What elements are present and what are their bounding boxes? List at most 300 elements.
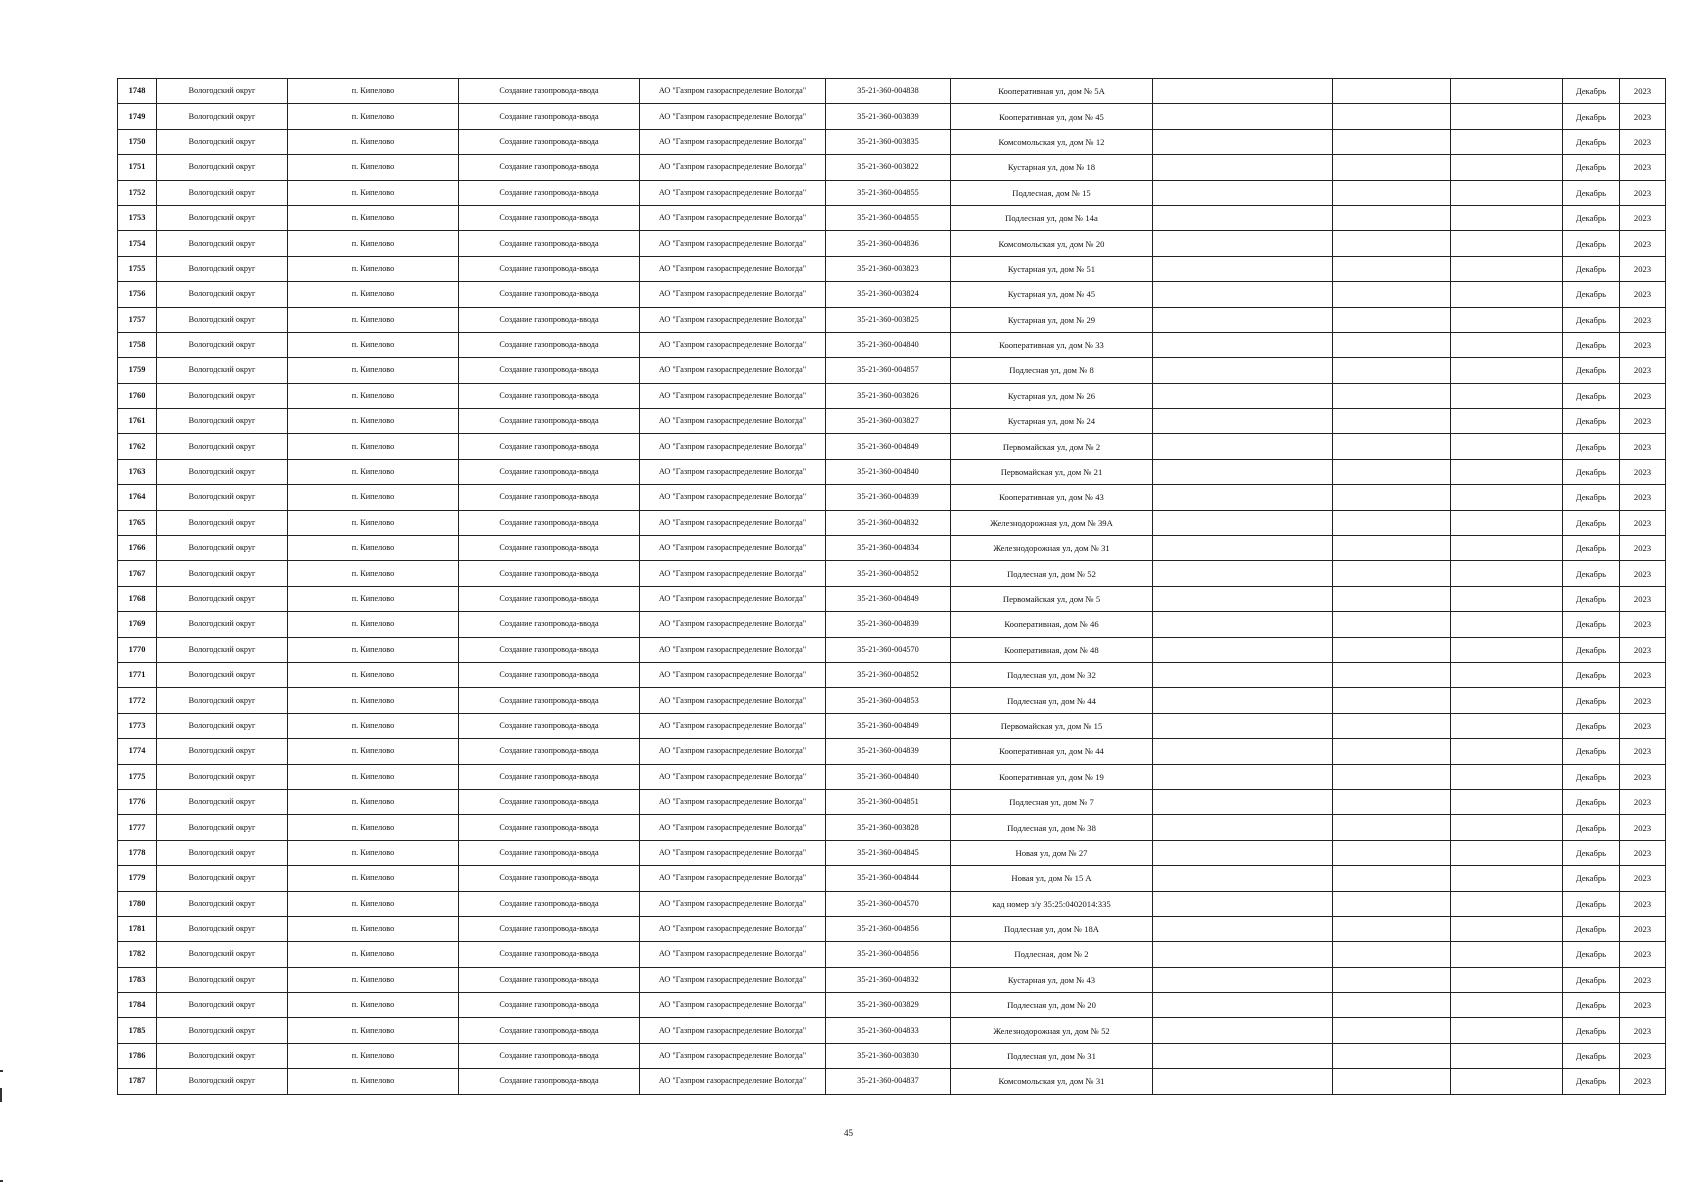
cell-locality: п. Кипелово [288, 993, 459, 1018]
cell-cad: 35-21-360-004851 [826, 789, 951, 814]
cell-address: Комсомольская ул, дом № 31 [951, 1069, 1153, 1094]
cell-month: Декабрь [1563, 891, 1620, 916]
cell-work: Создание газопровода-ввода [459, 561, 640, 586]
cell-c10 [1451, 485, 1563, 510]
cell-c9 [1333, 409, 1451, 434]
cell-address: Кооперативная, дом № 46 [951, 612, 1153, 637]
cell-c9 [1333, 155, 1451, 180]
cell-num: 1759 [118, 358, 157, 383]
cell-address: Кустарная ул, дом № 51 [951, 256, 1153, 281]
table-row [118, 637, 1666, 662]
cell-district: Вологодский округ [157, 815, 288, 840]
cell-org: АО "Газпром газораспределение Вологда" [640, 967, 826, 992]
cell-district: Вологодский округ [157, 1043, 288, 1068]
cell-address: Кооперативная ул, дом № 43 [951, 485, 1153, 510]
cell-address: Подлесная ул, дом № 14а [951, 205, 1153, 230]
cell-district: Вологодский округ [157, 332, 288, 357]
cell-locality: п. Кипелово [288, 79, 459, 104]
cell-num: 1763 [118, 459, 157, 484]
cell-district: Вологодский округ [157, 916, 288, 941]
cell-year: 2023 [1620, 180, 1666, 205]
cell-org: АО "Газпром газораспределение Вологда" [640, 942, 826, 967]
cell-org: АО "Газпром газораспределение Вологда" [640, 662, 826, 687]
cell-year: 2023 [1620, 231, 1666, 256]
cell-address: Кооперативная ул, дом № 44 [951, 739, 1153, 764]
cell-locality: п. Кипелово [288, 662, 459, 687]
cell-c9 [1333, 1043, 1451, 1068]
cell-district: Вологодский округ [157, 307, 288, 332]
cell-org: АО "Газпром газораспределение Вологда" [640, 180, 826, 205]
cell-cad: 35-21-360-003822 [826, 155, 951, 180]
cell-work: Создание газопровода-ввода [459, 637, 640, 662]
cell-c8 [1153, 129, 1333, 154]
cell-district: Вологодский округ [157, 739, 288, 764]
cell-year: 2023 [1620, 612, 1666, 637]
cell-work: Создание газопровода-ввода [459, 764, 640, 789]
objects-table [117, 78, 1666, 1095]
cell-org: АО "Газпром газораспределение Вологда" [640, 815, 826, 840]
cell-district: Вологодский округ [157, 129, 288, 154]
cell-address: Подлесная, дом № 2 [951, 942, 1153, 967]
cell-year: 2023 [1620, 510, 1666, 535]
cell-num: 1780 [118, 891, 157, 916]
cell-address: Кустарная ул, дом № 29 [951, 307, 1153, 332]
cell-org: АО "Газпром газораспределение Вологда" [640, 993, 826, 1018]
table-row [118, 510, 1666, 535]
cell-year: 2023 [1620, 967, 1666, 992]
cell-c10 [1451, 612, 1563, 637]
cell-year: 2023 [1620, 155, 1666, 180]
table-row [118, 307, 1666, 332]
cell-work: Создание газопровода-ввода [459, 332, 640, 357]
cell-locality: п. Кипелово [288, 485, 459, 510]
cell-c9 [1333, 256, 1451, 281]
cell-num: 1756 [118, 282, 157, 307]
cell-org: АО "Газпром газораспределение Вологда" [640, 434, 826, 459]
cell-num: 1770 [118, 637, 157, 662]
cell-c9 [1333, 637, 1451, 662]
cell-district: Вологодский округ [157, 688, 288, 713]
cell-year: 2023 [1620, 104, 1666, 129]
cell-org: АО "Газпром газораспределение Вологда" [640, 764, 826, 789]
cell-c10 [1451, 155, 1563, 180]
cell-cad: 35-21-360-003835 [826, 129, 951, 154]
table-row [118, 205, 1666, 230]
cell-c10 [1451, 256, 1563, 281]
cell-c9 [1333, 332, 1451, 357]
cell-address: Комсомольская ул, дом № 20 [951, 231, 1153, 256]
cell-month: Декабрь [1563, 510, 1620, 535]
cell-c9 [1333, 713, 1451, 738]
cell-work: Создание газопровода-ввода [459, 282, 640, 307]
cell-month: Декабрь [1563, 459, 1620, 484]
cell-work: Создание газопровода-ввода [459, 383, 640, 408]
cell-district: Вологодский округ [157, 789, 288, 814]
cell-cad: 35-21-360-004853 [826, 688, 951, 713]
cell-c8 [1153, 332, 1333, 357]
cell-num: 1771 [118, 662, 157, 687]
cell-c10 [1451, 434, 1563, 459]
table-row [118, 332, 1666, 357]
cell-org: АО "Газпром газораспределение Вологда" [640, 409, 826, 434]
cell-c8 [1153, 967, 1333, 992]
cell-locality: п. Кипелово [288, 866, 459, 891]
cell-work: Создание газопровода-ввода [459, 688, 640, 713]
table-body [118, 79, 1666, 1095]
cell-org: АО "Газпром газораспределение Вологда" [640, 840, 826, 865]
cell-num: 1748 [118, 79, 157, 104]
cell-c10 [1451, 104, 1563, 129]
cell-locality: п. Кипелово [288, 967, 459, 992]
table-row [118, 459, 1666, 484]
cell-month: Декабрь [1563, 1018, 1620, 1043]
cell-org: АО "Газпром газораспределение Вологда" [640, 79, 826, 104]
cell-num: 1752 [118, 180, 157, 205]
cell-cad: 35-21-360-004849 [826, 586, 951, 611]
cell-cad: 35-21-360-004838 [826, 79, 951, 104]
table-row [118, 282, 1666, 307]
cell-work: Создание газопровода-ввода [459, 231, 640, 256]
cell-address: Новая ул, дом № 27 [951, 840, 1153, 865]
cell-num: 1778 [118, 840, 157, 865]
cell-year: 2023 [1620, 789, 1666, 814]
cell-address: Железнодорожная ул, дом № 39А [951, 510, 1153, 535]
cell-c8 [1153, 536, 1333, 561]
cell-c10 [1451, 536, 1563, 561]
cell-cad: 35-21-360-003825 [826, 307, 951, 332]
table-row [118, 129, 1666, 154]
cell-c10 [1451, 561, 1563, 586]
cell-month: Декабрь [1563, 1069, 1620, 1094]
cell-c9 [1333, 383, 1451, 408]
table-row [118, 409, 1666, 434]
cell-c10 [1451, 739, 1563, 764]
cell-num: 1749 [118, 104, 157, 129]
cell-num: 1777 [118, 815, 157, 840]
cell-work: Создание газопровода-ввода [459, 409, 640, 434]
cell-c8 [1153, 307, 1333, 332]
cell-month: Декабрь [1563, 586, 1620, 611]
cell-cad: 35-21-360-004857 [826, 358, 951, 383]
cell-c10 [1451, 866, 1563, 891]
cell-c9 [1333, 358, 1451, 383]
cell-c8 [1153, 485, 1333, 510]
cell-month: Декабрь [1563, 155, 1620, 180]
cell-num: 1750 [118, 129, 157, 154]
cell-locality: п. Кипелово [288, 764, 459, 789]
cell-year: 2023 [1620, 358, 1666, 383]
cell-c8 [1153, 713, 1333, 738]
cell-work: Создание газопровода-ввода [459, 434, 640, 459]
cell-month: Декабрь [1563, 789, 1620, 814]
cell-org: АО "Газпром газораспределение Вологда" [640, 231, 826, 256]
cell-c10 [1451, 662, 1563, 687]
table-row [118, 612, 1666, 637]
cell-year: 2023 [1620, 662, 1666, 687]
cell-c8 [1153, 231, 1333, 256]
cell-year: 2023 [1620, 129, 1666, 154]
cell-locality: п. Кипелово [288, 739, 459, 764]
cell-locality: п. Кипелово [288, 434, 459, 459]
cell-c10 [1451, 840, 1563, 865]
table-row [118, 789, 1666, 814]
cell-c9 [1333, 612, 1451, 637]
cell-cad: 35-21-360-004845 [826, 840, 951, 865]
cell-locality: п. Кипелово [288, 358, 459, 383]
cell-c10 [1451, 967, 1563, 992]
cell-locality: п. Кипелово [288, 916, 459, 941]
cell-cad: 35-21-360-004856 [826, 942, 951, 967]
cell-cad: 35-21-360-004833 [826, 1018, 951, 1043]
cell-cad: 35-21-360-004840 [826, 764, 951, 789]
table-row [118, 561, 1666, 586]
cell-org: АО "Газпром газораспределение Вологда" [640, 916, 826, 941]
cell-locality: п. Кипелово [288, 1069, 459, 1094]
table-row [118, 891, 1666, 916]
cell-c10 [1451, 383, 1563, 408]
cell-year: 2023 [1620, 1018, 1666, 1043]
cell-work: Создание газопровода-ввода [459, 866, 640, 891]
cell-district: Вологодский округ [157, 967, 288, 992]
scan-edge-mark [0, 1070, 3, 1072]
cell-c8 [1153, 1018, 1333, 1043]
cell-c10 [1451, 688, 1563, 713]
cell-locality: п. Кипелово [288, 815, 459, 840]
cell-month: Декабрь [1563, 180, 1620, 205]
cell-locality: п. Кипелово [288, 129, 459, 154]
scan-edge-mark [0, 1180, 3, 1182]
table-row [118, 155, 1666, 180]
cell-cad: 35-21-360-004839 [826, 739, 951, 764]
table-row [118, 434, 1666, 459]
cell-work: Создание газопровода-ввода [459, 205, 640, 230]
cell-num: 1782 [118, 942, 157, 967]
cell-district: Вологодский округ [157, 180, 288, 205]
cell-c9 [1333, 764, 1451, 789]
cell-locality: п. Кипелово [288, 307, 459, 332]
cell-c10 [1451, 358, 1563, 383]
cell-num: 1767 [118, 561, 157, 586]
cell-c8 [1153, 358, 1333, 383]
cell-year: 2023 [1620, 1043, 1666, 1068]
cell-c10 [1451, 510, 1563, 535]
cell-org: АО "Газпром газораспределение Вологда" [640, 104, 826, 129]
cell-c10 [1451, 993, 1563, 1018]
cell-year: 2023 [1620, 1069, 1666, 1094]
cell-district: Вологодский округ [157, 459, 288, 484]
cell-org: АО "Газпром газораспределение Вологда" [640, 688, 826, 713]
cell-year: 2023 [1620, 332, 1666, 357]
cell-c9 [1333, 942, 1451, 967]
cell-c9 [1333, 789, 1451, 814]
cell-c10 [1451, 231, 1563, 256]
cell-c9 [1333, 485, 1451, 510]
cell-work: Создание газопровода-ввода [459, 180, 640, 205]
cell-cad: 35-21-360-003839 [826, 104, 951, 129]
cell-district: Вологодский округ [157, 637, 288, 662]
cell-month: Декабрь [1563, 815, 1620, 840]
cell-work: Создание газопровода-ввода [459, 840, 640, 865]
table-row [118, 866, 1666, 891]
cell-address: Комсомольская ул, дом № 12 [951, 129, 1153, 154]
cell-c8 [1153, 180, 1333, 205]
table-row [118, 967, 1666, 992]
cell-cad: 35-21-360-003827 [826, 409, 951, 434]
cell-org: АО "Газпром газораспределение Вологда" [640, 256, 826, 281]
cell-cad: 35-21-360-004839 [826, 485, 951, 510]
table-row [118, 840, 1666, 865]
cell-locality: п. Кипелово [288, 104, 459, 129]
cell-cad: 35-21-360-004852 [826, 561, 951, 586]
cell-address: Первомайская ул, дом № 2 [951, 434, 1153, 459]
cell-c8 [1153, 282, 1333, 307]
cell-cad: 35-21-360-004840 [826, 459, 951, 484]
cell-cad: 35-21-360-004855 [826, 180, 951, 205]
table-row [118, 1018, 1666, 1043]
cell-c9 [1333, 79, 1451, 104]
cell-district: Вологодский округ [157, 891, 288, 916]
cell-district: Вологодский округ [157, 155, 288, 180]
cell-c8 [1153, 409, 1333, 434]
cell-cad: 35-21-360-004849 [826, 713, 951, 738]
cell-address: Кустарная ул, дом № 45 [951, 282, 1153, 307]
cell-cad: 35-21-360-004855 [826, 205, 951, 230]
cell-cad: 35-21-360-004839 [826, 612, 951, 637]
cell-c8 [1153, 256, 1333, 281]
cell-month: Декабрь [1563, 662, 1620, 687]
cell-num: 1764 [118, 485, 157, 510]
cell-address: Первомайская ул, дом № 5 [951, 586, 1153, 611]
cell-c9 [1333, 307, 1451, 332]
cell-year: 2023 [1620, 713, 1666, 738]
cell-num: 1753 [118, 205, 157, 230]
cell-address: Подлесная ул, дом № 52 [951, 561, 1153, 586]
cell-month: Декабрь [1563, 307, 1620, 332]
cell-c8 [1153, 916, 1333, 941]
cell-org: АО "Газпром газораспределение Вологда" [640, 1043, 826, 1068]
table-row [118, 764, 1666, 789]
cell-c10 [1451, 713, 1563, 738]
cell-month: Декабрь [1563, 409, 1620, 434]
cell-c8 [1153, 993, 1333, 1018]
cell-cad: 35-21-360-004836 [826, 231, 951, 256]
cell-c8 [1153, 561, 1333, 586]
cell-c8 [1153, 383, 1333, 408]
cell-month: Декабрь [1563, 79, 1620, 104]
cell-c9 [1333, 1069, 1451, 1094]
cell-work: Создание газопровода-ввода [459, 815, 640, 840]
cell-month: Декабрь [1563, 256, 1620, 281]
cell-c9 [1333, 1018, 1451, 1043]
cell-work: Создание газопровода-ввода [459, 993, 640, 1018]
cell-address: Кооперативная ул, дом № 19 [951, 764, 1153, 789]
cell-c10 [1451, 79, 1563, 104]
cell-c10 [1451, 1043, 1563, 1068]
cell-cad: 35-21-360-004840 [826, 332, 951, 357]
cell-address: Подлесная ул, дом № 44 [951, 688, 1153, 713]
table-row [118, 180, 1666, 205]
cell-district: Вологодский округ [157, 713, 288, 738]
table-row [118, 1043, 1666, 1068]
cell-c9 [1333, 536, 1451, 561]
cell-c8 [1153, 662, 1333, 687]
cell-locality: п. Кипелово [288, 205, 459, 230]
cell-locality: п. Кипелово [288, 1018, 459, 1043]
cell-district: Вологодский округ [157, 764, 288, 789]
cell-year: 2023 [1620, 942, 1666, 967]
cell-year: 2023 [1620, 891, 1666, 916]
cell-district: Вологодский округ [157, 409, 288, 434]
cell-district: Вологодский округ [157, 1018, 288, 1043]
cell-month: Декабрь [1563, 916, 1620, 941]
cell-district: Вологодский округ [157, 993, 288, 1018]
cell-c8 [1153, 104, 1333, 129]
table-row [118, 739, 1666, 764]
cell-work: Создание газопровода-ввода [459, 104, 640, 129]
cell-locality: п. Кипелово [288, 891, 459, 916]
table-row [118, 231, 1666, 256]
cell-locality: п. Кипелово [288, 586, 459, 611]
cell-year: 2023 [1620, 434, 1666, 459]
cell-cad: 35-21-360-004837 [826, 1069, 951, 1094]
cell-locality: п. Кипелово [288, 612, 459, 637]
cell-address: Кустарная ул, дом № 18 [951, 155, 1153, 180]
cell-work: Создание газопровода-ввода [459, 1018, 640, 1043]
cell-c9 [1333, 459, 1451, 484]
cell-c8 [1153, 815, 1333, 840]
cell-locality: п. Кипелово [288, 536, 459, 561]
cell-year: 2023 [1620, 764, 1666, 789]
table-row [118, 1069, 1666, 1094]
cell-org: АО "Газпром газораспределение Вологда" [640, 459, 826, 484]
cell-work: Создание газопровода-ввода [459, 586, 640, 611]
cell-address: Кустарная ул, дом № 24 [951, 409, 1153, 434]
cell-c10 [1451, 282, 1563, 307]
cell-num: 1773 [118, 713, 157, 738]
cell-district: Вологодский округ [157, 662, 288, 687]
cell-c8 [1153, 612, 1333, 637]
cell-work: Создание газопровода-ввода [459, 739, 640, 764]
cell-org: АО "Газпром газораспределение Вологда" [640, 891, 826, 916]
cell-c9 [1333, 434, 1451, 459]
cell-num: 1769 [118, 612, 157, 637]
cell-c10 [1451, 916, 1563, 941]
cell-c9 [1333, 510, 1451, 535]
cell-work: Создание газопровода-ввода [459, 459, 640, 484]
cell-locality: п. Кипелово [288, 256, 459, 281]
cell-district: Вологодский округ [157, 205, 288, 230]
cell-month: Декабрь [1563, 282, 1620, 307]
cell-district: Вологодский округ [157, 536, 288, 561]
cell-year: 2023 [1620, 282, 1666, 307]
table-row [118, 942, 1666, 967]
cell-year: 2023 [1620, 916, 1666, 941]
cell-address: Кооперативная ул, дом № 5А [951, 79, 1153, 104]
cell-work: Создание газопровода-ввода [459, 662, 640, 687]
cell-address: Подлесная ул, дом № 20 [951, 993, 1153, 1018]
cell-c9 [1333, 688, 1451, 713]
cell-work: Создание газопровода-ввода [459, 358, 640, 383]
cell-c8 [1153, 510, 1333, 535]
cell-cad: 35-21-360-003826 [826, 383, 951, 408]
cell-district: Вологодский округ [157, 586, 288, 611]
scan-edge-mark [0, 1088, 2, 1102]
cell-work: Создание газопровода-ввода [459, 612, 640, 637]
cell-c10 [1451, 409, 1563, 434]
cell-org: АО "Газпром газораспределение Вологда" [640, 586, 826, 611]
cell-year: 2023 [1620, 536, 1666, 561]
cell-cad: 35-21-360-004832 [826, 967, 951, 992]
